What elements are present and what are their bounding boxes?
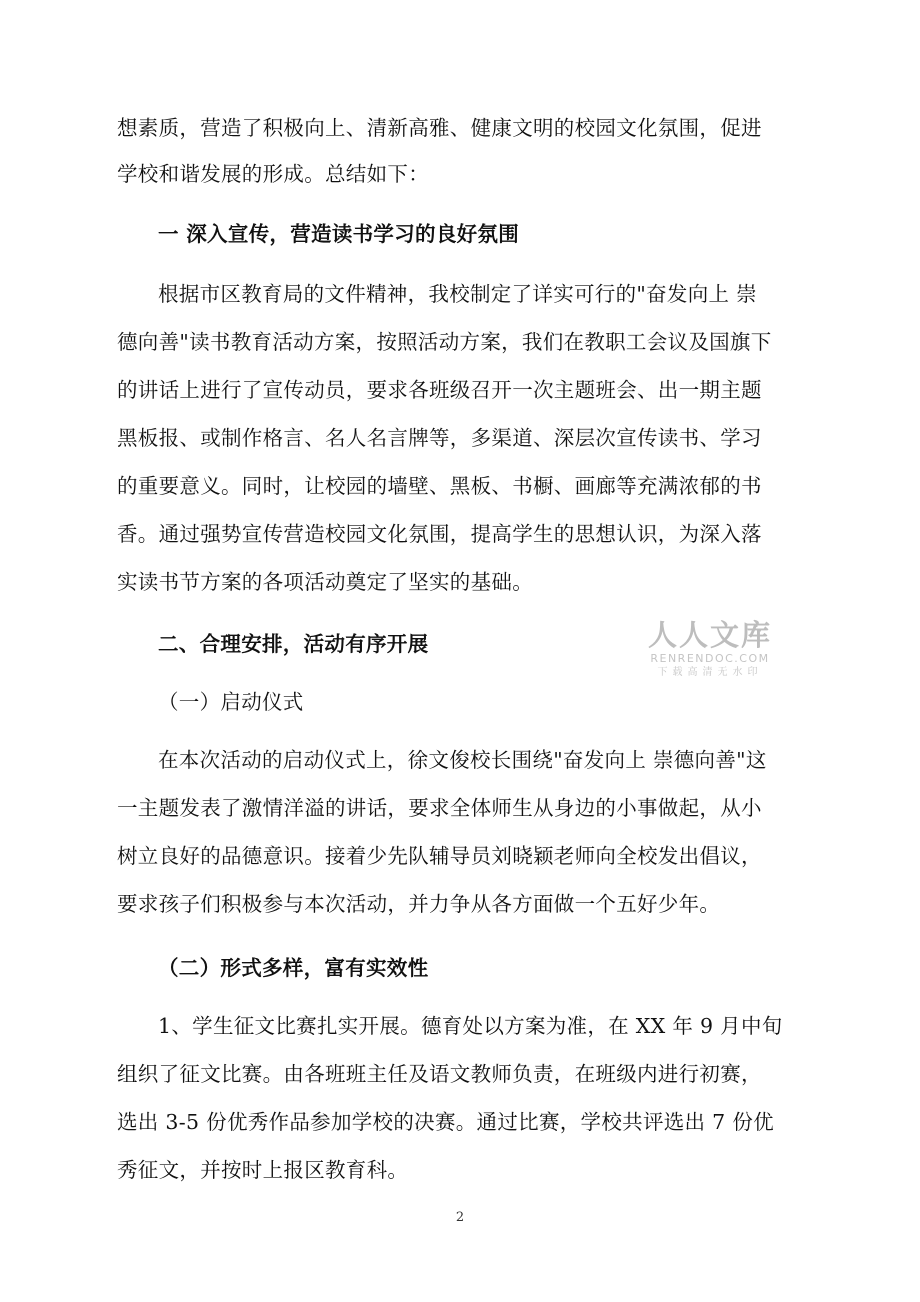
watermark-tagline: 下载高清无水印 [657, 667, 763, 678]
watermark-brand: 人人文库 [647, 618, 772, 652]
page-number: 2 [455, 1210, 465, 1225]
paragraph-line: 一主题发表了激情洋溢的讲话，要求全体师生从身边的小事做起，从小 [117, 796, 762, 820]
paragraph-line: 想素质，营造了积极向上、清新高雅、健康文明的校园文化氛围，促进 [117, 116, 762, 140]
paragraph-line: 德向善"读书教育活动方案，按照活动方案，我们在教职工会议及国旗下 [117, 330, 772, 354]
watermark-url: RENRENDOC.COM [650, 652, 770, 665]
paragraph-line: 根据市区教育局的文件精神，我校制定了详实可行的"奋发向上 崇 [158, 282, 757, 306]
paragraph-line: 的讲话上进行了宣传动员，要求各班级召开一次主题班会、出一期主题 [117, 378, 762, 402]
paragraph-line: 秀征文，并按时上报区教育科。 [117, 1158, 409, 1182]
paragraph-line: 黑板报、或制作格言、名人名言牌等，多渠道、深层次宣传读书、学习 [117, 426, 762, 450]
paragraph-line: 在本次活动的启动仪式上，徐文俊校长围绕"奋发向上 崇德向善"这 [158, 748, 767, 772]
subsection-heading-2: （二）形式多样，富有实效性 [158, 956, 429, 980]
subsection-heading-1: （一）启动仪式 [158, 690, 304, 714]
section-heading-1: 一 深入宣传，营造读书学习的良好氛围 [158, 222, 520, 246]
paragraph-line: 学校和谐发展的形成。总结如下： [117, 162, 429, 186]
paragraph-line: 实读书节方案的各项活动奠定了坚实的基础。 [117, 570, 533, 594]
paragraph-line: 选出 3-5 份优秀作品参加学校的决赛。通过比赛，学校共评选出 7 份优 [117, 1110, 774, 1134]
paragraph-line: 组织了征文比赛。由各班班主任及语文教师负责，在班级内进行初赛， [117, 1062, 762, 1086]
paragraph-line: 1、学生征文比赛扎实开展。德育处以方案为准，在 XX 年 9 月中旬 [158, 1014, 783, 1038]
watermark [640, 618, 780, 680]
section-heading-2: 二、合理安排，活动有序开展 [158, 632, 429, 656]
paragraph-line: 要求孩子们积极参与本次活动，并力争从各方面做一个五好少年。 [117, 892, 721, 916]
paragraph-line: 树立良好的品德意识。接着少先队辅导员刘晓颖老师向全校发出倡议， [117, 844, 762, 868]
paragraph-line: 的重要意义。同时，让校园的墙壁、黑板、书橱、画廊等充满浓郁的书 [117, 474, 762, 498]
paragraph-line: 香。通过强势宣传营造校园文化氛围，提高学生的思想认识，为深入落 [117, 522, 762, 546]
